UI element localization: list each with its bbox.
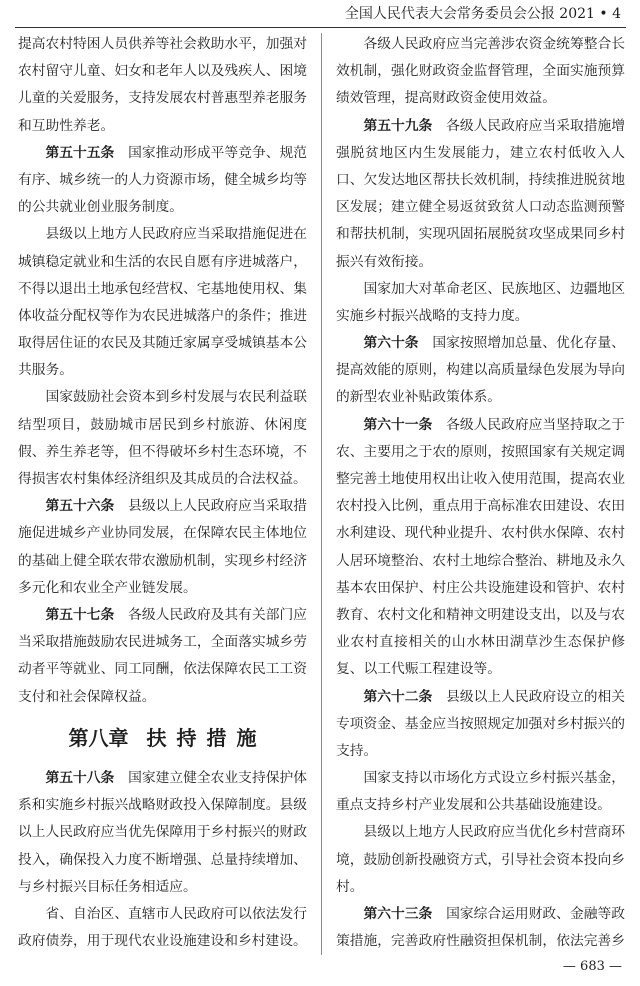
text-line	[336, 412, 625, 439]
paragraph	[18, 602, 307, 711]
article-number: 第六十二条	[363, 688, 433, 705]
right-column	[336, 31, 625, 955]
text-line: 各级人民政府应当完善涉农资金统筹整合长	[363, 36, 625, 52]
text-line: 水利建设、现代种业提升、农村供水保障、农村	[336, 525, 625, 542]
line-text: 各级人民政府应当采取措施增	[446, 117, 625, 134]
text-line: 农村投入比例，重点用于高标准农田建设、农田	[336, 498, 625, 515]
text-line	[336, 330, 625, 357]
text-line: 专项资金、基金应当按照规定加强对乡村振兴的	[336, 715, 625, 732]
text-line: 农、主要用之于农的原则，按照国家有关规定调	[336, 443, 625, 460]
text-line: 支付和社会保障权益。	[18, 688, 156, 705]
paragraph	[18, 901, 307, 955]
text-line: 取得居住证的农民及其随迁家属享受城镇基本公	[18, 335, 307, 352]
text-line: 基本农田保护、村庄公共设施建设和管护、农村	[336, 579, 625, 596]
text-line: 体收益分配权等作为农民进城落户的条件；推进	[18, 307, 307, 324]
article-number: 第五十六条	[45, 498, 115, 515]
text-line: 有序、城乡统一的人力资源市场，健全城乡均等	[18, 171, 307, 188]
text-line: 实施乡村振兴战略的支持力度。	[336, 307, 529, 324]
line-text: 县级以上人民政府设立的相关	[446, 688, 625, 705]
paragraph	[18, 384, 307, 493]
line-text: 国家按照增加总量、优化存量、	[432, 335, 625, 352]
line-text: 国家推动形成平等竞争、规范	[128, 144, 307, 161]
text-line: 农村留守儿童、妇女和老年人以及残疾人、困境	[18, 63, 307, 80]
text-line: 和帮扶机制，实现巩固拓展脱贫攻坚成果同乡村	[336, 226, 625, 243]
chapter-title: 扶持措施	[146, 725, 267, 750]
text-line: 县级以上地方人民政府应当采取措施促进在	[45, 226, 307, 243]
text-line: 国家加大对革命老区、民族地区、边疆地区	[363, 280, 625, 297]
paragraph	[336, 412, 625, 684]
text-line	[336, 113, 625, 140]
text-line: 投入，确保投入力度不断增强、总量持续增加、	[18, 851, 307, 868]
text-line: 绩效管理，提高财政资金使用效益。	[336, 90, 557, 107]
text-line: 人居环境整治、农村土地综合整治、耕地及永久	[336, 552, 625, 569]
text-line: 复、以工代赈工程建设等。	[336, 661, 502, 678]
text-line: 儿童的关爱服务，支持发展农村普惠型养老服务	[18, 90, 307, 107]
text-line: 省、自治区、直辖市人民政府可以依法发行	[45, 906, 307, 923]
text-line	[18, 493, 307, 520]
column-divider	[321, 33, 322, 955]
article-number: 第六十三条	[363, 906, 433, 922]
line-text: 各级人民政府应当坚持取之于	[446, 416, 625, 433]
running-header: 全国人民代表大会常务委员会公报 2021 • 4	[344, 6, 621, 22]
text-line: 重点支持乡村产业发展和公共基础设施建设。	[336, 797, 612, 814]
text-line: 不得以退出土地承包经营权、宅基地使用权、集	[18, 280, 307, 297]
text-line: 动者平等就业、同工同酬，依法保障农民工工资	[18, 661, 307, 678]
text-line: 多元化和农业全产业链发展。	[18, 579, 197, 596]
paragraph	[336, 901, 625, 955]
article-number: 第五十五条	[45, 144, 115, 161]
paragraph	[18, 493, 307, 602]
text-line: 政府债券，用于现代农业设施建设和乡村建设。	[18, 933, 307, 950]
text-line: 教育、农村文化和精神文明建设支出，以及与农	[336, 606, 625, 623]
paragraph	[18, 221, 307, 384]
line-text: 国家建立健全农业支持保护体	[128, 770, 307, 787]
left-column	[18, 31, 307, 955]
text-line: 与乡村振兴目标任务相适应。	[18, 878, 197, 895]
text-line: 结型项目，鼓励城市居民到乡村旅游、休闲度	[18, 416, 307, 433]
text-line: 施促进城乡产业协同发展，在保障农民主体地位	[18, 525, 307, 542]
page-number: — 683 —	[562, 959, 622, 974]
text-line: 的基础上健全联农带农激励机制，实现乡村经济	[18, 552, 307, 569]
text-line: 以上人民政府应当优先保障用于乡村振兴的财政	[18, 824, 307, 841]
article-number: 第六十一条	[363, 416, 433, 433]
text-line: 振兴有效衔接。	[336, 253, 433, 270]
text-line: 策措施，完善政府性融资担保机制，依法完善乡	[336, 933, 625, 950]
paragraph	[18, 31, 307, 140]
text-line: 的公共就业创业服务制度。	[18, 199, 184, 216]
text-line: 提高农村特困人员供养等社会救助水平，加强对	[18, 36, 307, 52]
line-text: 县级以上人民政府应当采取措	[128, 498, 307, 515]
chapter-number: 第八章	[68, 725, 129, 750]
text-line: 的新型农业补贴政策体系。	[336, 389, 502, 406]
text-line	[18, 602, 307, 629]
paragraph	[336, 330, 625, 412]
text-line: 整完善土地使用权出让收入使用范围，提高农业	[336, 471, 625, 487]
text-line	[336, 901, 625, 928]
article-number: 第五十七条	[45, 606, 115, 623]
paragraph	[18, 140, 307, 222]
text-line: 得损害农村集体经济组织及其成员的合法权益。	[18, 471, 307, 487]
paragraph	[336, 113, 625, 276]
text-line: 效机制，强化财政资金监督管理，全面实施预算	[336, 63, 625, 80]
text-line: 业农村直接相关的山水林田湖草沙生态保护修	[336, 634, 625, 651]
header-rule	[15, 27, 626, 28]
chapter-heading	[18, 711, 307, 765]
paragraph	[336, 765, 625, 819]
text-line: 境，鼓励创新投融资方式，引导社会资本投向乡	[336, 851, 625, 868]
text-line: 国家鼓励社会资本到乡村发展与农民利益联	[45, 389, 307, 406]
text-line: 和互助性养老。	[18, 117, 115, 134]
text-line	[18, 140, 307, 167]
text-line: 区发展；建立健全易返贫致贫人口动态监测预警	[336, 199, 625, 216]
line-text: 国家综合运用财政、金融等政	[446, 906, 625, 922]
paragraph	[336, 31, 625, 113]
text-line: 村。	[336, 878, 364, 895]
paragraph	[336, 819, 625, 901]
article-number: 第五十九条	[363, 117, 433, 134]
text-line: 国家支持以市场化方式设立乡村振兴基金，	[363, 770, 625, 787]
line-text: 各级人民政府及其有关部门应	[128, 606, 307, 623]
text-line: 当采取措施鼓励农民进城务工，全面落实城乡劳	[18, 634, 307, 651]
text-line: 支持。	[336, 742, 378, 759]
text-line: 系和实施乡村振兴战略财政投入保障制度。县级	[18, 797, 307, 814]
text-line: 共服务。	[18, 362, 74, 379]
article-number: 第六十条	[363, 335, 419, 352]
text-line: 提高效能的原则，构建以高质量绿色发展为导向	[336, 362, 625, 379]
article-number: 第五十八条	[45, 770, 115, 787]
paragraph	[336, 276, 625, 330]
text-line	[336, 684, 625, 711]
text-line: 城镇稳定就业和生活的农民自愿有序进城落户，	[18, 253, 307, 270]
text-line: 强脱贫地区内生发展能力，建立农村低收入人	[336, 144, 625, 161]
text-line: 口、欠发达地区帮扶长效机制，持续推进脱贫地	[336, 171, 625, 188]
paragraph	[18, 765, 307, 901]
text-line	[18, 765, 307, 792]
paragraph	[336, 684, 625, 766]
text-line: 假、养生养老等，但不得破坏乡村生态环境，不	[18, 443, 307, 460]
text-line: 县级以上地方人民政府应当优化乡村营商环	[363, 824, 625, 841]
